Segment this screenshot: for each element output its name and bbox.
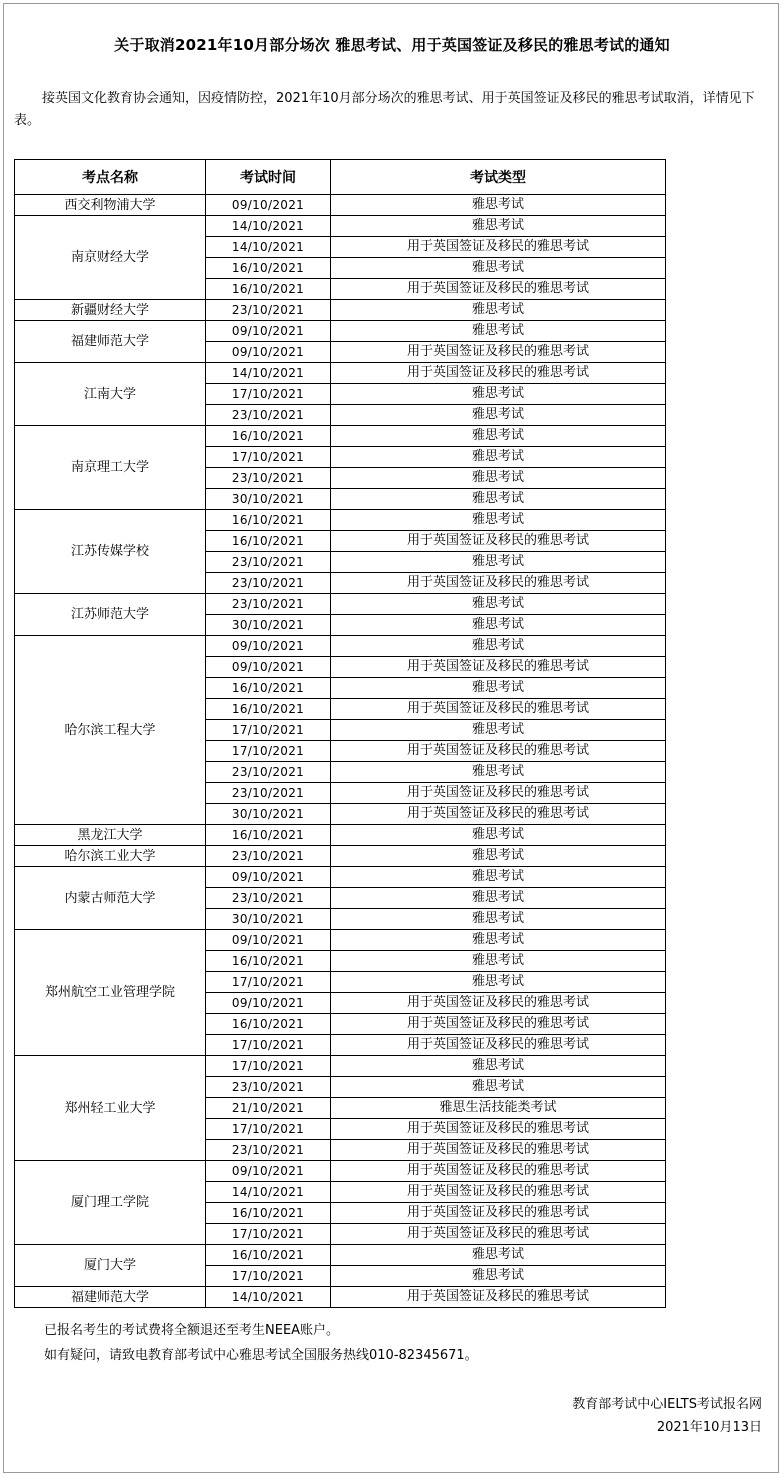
type-cell: 用于英国签证及移民的雅思考试	[331, 804, 666, 825]
date-cell: 30/10/2021	[206, 909, 331, 930]
date-cell: 16/10/2021	[206, 1014, 331, 1035]
date-cell: 14/10/2021	[206, 237, 331, 258]
venue-cell: 西交利物浦大学	[15, 195, 206, 216]
date-cell: 17/10/2021	[206, 384, 331, 405]
date-cell: 30/10/2021	[206, 804, 331, 825]
table-row	[15, 321, 666, 342]
date-cell: 16/10/2021	[206, 258, 331, 279]
type-cell: 雅思考试	[331, 594, 666, 615]
type-cell: 雅思考试	[331, 510, 666, 531]
date-cell: 23/10/2021	[206, 468, 331, 489]
table-row	[15, 1245, 666, 1266]
table-row	[15, 930, 666, 951]
date-cell: 23/10/2021	[206, 300, 331, 321]
type-cell: 用于英国签证及移民的雅思考试	[331, 741, 666, 762]
venue-cell: 新疆财经大学	[15, 300, 206, 321]
table-header-row	[15, 160, 666, 195]
table-row	[15, 195, 666, 216]
header-venue: 考点名称	[15, 160, 206, 195]
table-row	[15, 510, 666, 531]
venue-cell: 福建师范大学	[15, 321, 206, 363]
type-cell: 用于英国签证及移民的雅思考试	[331, 237, 666, 258]
date-cell: 30/10/2021	[206, 615, 331, 636]
header-date: 考试时间	[206, 160, 331, 195]
type-cell: 雅思考试	[331, 384, 666, 405]
type-cell: 雅思考试	[331, 951, 666, 972]
type-cell: 用于英国签证及移民的雅思考试	[331, 1140, 666, 1161]
venue-cell: 黑龙江大学	[15, 825, 206, 846]
date-cell: 09/10/2021	[206, 930, 331, 951]
date-cell: 17/10/2021	[206, 1035, 331, 1056]
date-cell: 16/10/2021	[206, 951, 331, 972]
date-cell: 23/10/2021	[206, 762, 331, 783]
date-cell: 09/10/2021	[206, 867, 331, 888]
intro-paragraph: 接英国文化教育协会通知，因疫情防控，2021年10月部分场次的雅思考试、用于英国签证及移民的雅思考试取消，详情见下表。	[14, 91, 755, 128]
date-cell: 09/10/2021	[206, 1161, 331, 1182]
venue-cell: 江苏师范大学	[15, 594, 206, 636]
venue-cell: 内蒙古师范大学	[15, 867, 206, 930]
table-row	[15, 846, 666, 867]
type-cell: 雅思考试	[331, 489, 666, 510]
date-cell: 23/10/2021	[206, 783, 331, 804]
table-row	[15, 825, 666, 846]
header-type: 考试类型	[331, 160, 666, 195]
date-cell: 09/10/2021	[206, 195, 331, 216]
venue-cell: 哈尔滨工程大学	[15, 636, 206, 825]
type-cell: 雅思考试	[331, 1077, 666, 1098]
type-cell: 用于英国签证及移民的雅思考试	[331, 1287, 666, 1308]
date-cell: 14/10/2021	[206, 1287, 331, 1308]
table-row	[15, 594, 666, 615]
signature-org: 教育部考试中心IELTS考试报名网	[572, 1397, 762, 1412]
date-cell: 16/10/2021	[206, 825, 331, 846]
table-row	[15, 636, 666, 657]
table-row	[15, 867, 666, 888]
date-cell: 23/10/2021	[206, 552, 331, 573]
date-cell: 23/10/2021	[206, 573, 331, 594]
type-cell: 雅思考试	[331, 1245, 666, 1266]
date-cell: 09/10/2021	[206, 636, 331, 657]
type-cell: 雅思考试	[331, 972, 666, 993]
type-cell: 用于英国签证及移民的雅思考试	[331, 573, 666, 594]
type-cell: 雅思考试	[331, 195, 666, 216]
venue-cell: 郑州轻工业大学	[15, 1056, 206, 1161]
type-cell: 用于英国签证及移民的雅思考试	[331, 363, 666, 384]
date-cell: 09/10/2021	[206, 657, 331, 678]
type-cell: 雅思考试	[331, 678, 666, 699]
date-cell: 17/10/2021	[206, 447, 331, 468]
date-cell: 16/10/2021	[206, 426, 331, 447]
type-cell: 用于英国签证及移民的雅思考试	[331, 1119, 666, 1140]
date-cell: 30/10/2021	[206, 489, 331, 510]
refund-note: 已报名考生的考试费将全额退还至考生NEEA账户。	[44, 1323, 340, 1338]
date-cell: 16/10/2021	[206, 699, 331, 720]
type-cell: 用于英国签证及移民的雅思考试	[331, 783, 666, 804]
table-row	[15, 1161, 666, 1182]
type-cell: 用于英国签证及移民的雅思考试	[331, 531, 666, 552]
date-cell: 17/10/2021	[206, 1224, 331, 1245]
date-cell: 23/10/2021	[206, 846, 331, 867]
date-cell: 17/10/2021	[206, 720, 331, 741]
table-row	[15, 426, 666, 447]
type-cell: 雅思考试	[331, 930, 666, 951]
cancellation-table	[14, 159, 666, 1308]
date-cell: 17/10/2021	[206, 741, 331, 762]
type-cell: 雅思考试	[331, 762, 666, 783]
type-cell: 雅思考试	[331, 300, 666, 321]
date-cell: 16/10/2021	[206, 279, 331, 300]
type-cell: 雅思考试	[331, 1056, 666, 1077]
type-cell: 雅思考试	[331, 1266, 666, 1287]
type-cell: 用于英国签证及移民的雅思考试	[331, 1035, 666, 1056]
date-cell: 16/10/2021	[206, 678, 331, 699]
type-cell: 用于英国签证及移民的雅思考试	[331, 657, 666, 678]
type-cell: 用于英国签证及移民的雅思考试	[331, 1203, 666, 1224]
table-row	[15, 1056, 666, 1077]
date-cell: 09/10/2021	[206, 993, 331, 1014]
date-cell: 17/10/2021	[206, 1119, 331, 1140]
type-cell: 雅思考试	[331, 468, 666, 489]
table-row	[15, 1287, 666, 1308]
date-cell: 14/10/2021	[206, 216, 331, 237]
date-cell: 23/10/2021	[206, 888, 331, 909]
type-cell: 雅思考试	[331, 720, 666, 741]
date-cell: 23/10/2021	[206, 1077, 331, 1098]
type-cell: 雅思考试	[331, 615, 666, 636]
type-cell: 用于英国签证及移民的雅思考试	[331, 993, 666, 1014]
type-cell: 雅思考试	[331, 552, 666, 573]
type-cell: 雅思考试	[331, 825, 666, 846]
type-cell: 雅思考试	[331, 321, 666, 342]
table-row	[15, 300, 666, 321]
venue-cell: 福建师范大学	[15, 1287, 206, 1308]
venue-cell: 江南大学	[15, 363, 206, 426]
type-cell: 用于英国签证及移民的雅思考试	[331, 1182, 666, 1203]
type-cell: 雅思考试	[331, 909, 666, 930]
venue-cell: 厦门大学	[15, 1245, 206, 1287]
type-cell: 雅思考试	[331, 426, 666, 447]
date-cell: 16/10/2021	[206, 531, 331, 552]
date-cell: 17/10/2021	[206, 1056, 331, 1077]
type-cell: 雅思考试	[331, 636, 666, 657]
hotline-note: 如有疑问，请致电教育部考试中心雅思考试全国服务热线010-82345671。	[44, 1348, 478, 1363]
type-cell: 雅思生活技能类考试	[331, 1098, 666, 1119]
type-cell: 用于英国签证及移民的雅思考试	[331, 1224, 666, 1245]
venue-cell: 哈尔滨工业大学	[15, 846, 206, 867]
date-cell: 23/10/2021	[206, 1140, 331, 1161]
date-cell: 14/10/2021	[206, 363, 331, 384]
date-cell: 09/10/2021	[206, 342, 331, 363]
date-cell: 23/10/2021	[206, 594, 331, 615]
date-cell: 14/10/2021	[206, 1182, 331, 1203]
date-cell: 17/10/2021	[206, 1266, 331, 1287]
type-cell: 用于英国签证及移民的雅思考试	[331, 699, 666, 720]
type-cell: 用于英国签证及移民的雅思考试	[331, 279, 666, 300]
date-cell: 23/10/2021	[206, 405, 331, 426]
type-cell: 雅思考试	[331, 258, 666, 279]
type-cell: 用于英国签证及移民的雅思考试	[331, 1161, 666, 1182]
date-cell: 16/10/2021	[206, 1203, 331, 1224]
type-cell: 用于英国签证及移民的雅思考试	[331, 1014, 666, 1035]
type-cell: 用于英国签证及移民的雅思考试	[331, 342, 666, 363]
type-cell: 雅思考试	[331, 216, 666, 237]
type-cell: 雅思考试	[331, 447, 666, 468]
date-cell: 09/10/2021	[206, 321, 331, 342]
type-cell: 雅思考试	[331, 867, 666, 888]
venue-cell: 南京理工大学	[15, 426, 206, 510]
signature-date: 2021年10月13日	[656, 1420, 762, 1435]
notice-title: 关于取消2021年10月部分场次 雅思考试、用于英国签证及移民的雅思考试的通知	[114, 36, 670, 54]
type-cell: 雅思考试	[331, 888, 666, 909]
type-cell: 雅思考试	[331, 846, 666, 867]
table-row	[15, 363, 666, 384]
date-cell: 16/10/2021	[206, 510, 331, 531]
type-cell: 雅思考试	[331, 405, 666, 426]
venue-cell: 郑州航空工业管理学院	[15, 930, 206, 1056]
venue-cell: 厦门理工学院	[15, 1161, 206, 1245]
date-cell: 17/10/2021	[206, 972, 331, 993]
date-cell: 16/10/2021	[206, 1245, 331, 1266]
venue-cell: 南京财经大学	[15, 216, 206, 300]
table-body	[15, 195, 666, 1308]
date-cell: 21/10/2021	[206, 1098, 331, 1119]
venue-cell: 江苏传媒学校	[15, 510, 206, 594]
table-row	[15, 216, 666, 237]
